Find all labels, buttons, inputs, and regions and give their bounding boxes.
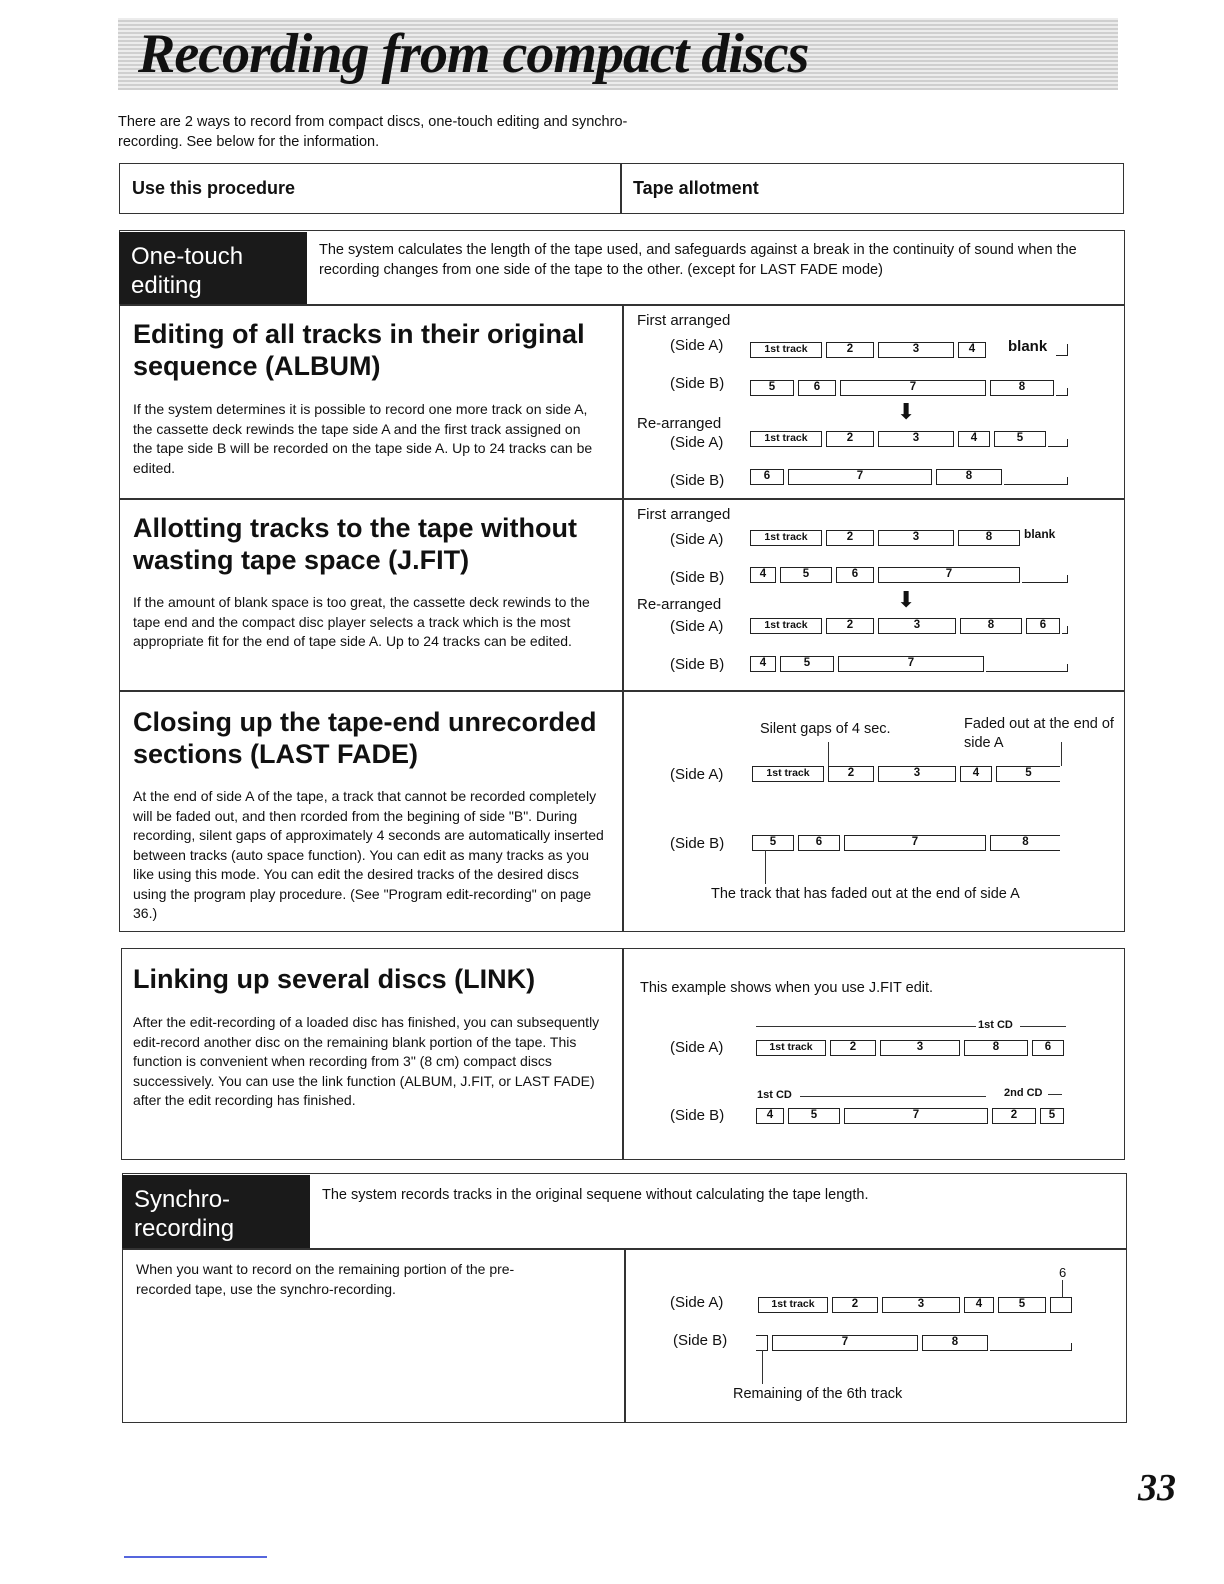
first-cd-label: 1st CD [978,1019,1013,1031]
track-cell: 4 [750,656,776,672]
first-cd-label: 1st CD [757,1089,792,1101]
track-cell: 1st track [750,342,822,358]
pointer-line [765,850,766,884]
pointer-line [762,1350,763,1384]
link-body: After the edit-recording of a loaded disc has finished, you can subsequently edit-record another disc on the remaining blank portion of the tape. This function is convenient when recording from 3" (8 cm) compact discs successively. You can use the link function (ALBUM, J.FIT, or LAST FADE) after the edit recording has finished. [133,1014,600,1108]
track-cell: 4 [960,766,992,782]
album-side-a-label: (Side A) [670,337,724,354]
link-example-note: This example shows when you use J.FIT edit. [640,980,934,996]
track-cell: 5 [788,1108,840,1124]
last-fade-heading: Closing up the tape-end unrecorded sections (LAST FADE) [133,707,597,769]
cd-bracket [1020,1026,1066,1027]
album-side-b-label: (Side B) [670,375,725,392]
sixth-track-remainder [756,1335,768,1351]
page-title: Recording from compact discs [138,23,809,85]
track-cell: 6 [1026,618,1060,634]
track-cell: 5 [1040,1108,1064,1124]
tape-end-mark [986,664,1068,672]
album-side-a-label: (Side A) [670,434,724,451]
track-cell: 6 [798,380,836,396]
intro-text: There are 2 ways to record from compact discs, one-touch editing and synchro-recording. See below for the information. [118,114,628,150]
pointer-line [1061,742,1062,766]
cd-bracket [756,1026,976,1027]
track-cell: 8 [922,1335,988,1351]
silent-gaps-note: Silent gaps of 4 sec. [760,721,891,737]
one-touch-label: One-touch editing [119,232,307,306]
track-cell: 3 [880,1040,960,1056]
synchro-description: The system records tracks in the original sequene without calculating the tape length. [322,1187,869,1203]
page-number: 33 [1138,1467,1176,1509]
track-cell: 3 [882,1297,960,1313]
track-cell: 8 [958,530,1020,546]
track-cell: 5 [752,835,794,851]
cd-bracket [800,1096,986,1097]
bottom-rule [124,1556,267,1558]
track-cell: 5 [780,656,834,672]
track-cell: 1st track [752,766,824,782]
tape-end-mark [1062,626,1068,634]
track-cell: 3 [878,431,954,447]
faded-track-caption: The track that has faded out at the end of side A [711,886,1020,902]
track-cell: 7 [788,469,932,485]
track-cell: 7 [772,1335,918,1351]
track-cell: 2 [826,431,874,447]
link-side-a-label: (Side A) [670,1039,724,1056]
track-cell: 5 [998,1297,1046,1313]
second-cd-label: 2nd CD [1004,1087,1043,1099]
track-cell: 6 [836,567,874,583]
remaining-track-caption: Remaining of the 6th track [733,1386,903,1402]
track-cell: 4 [958,431,990,447]
sixth-track-cell [1050,1297,1072,1313]
track-cell-fading: 5 [996,766,1060,782]
track-cell: 4 [958,342,986,358]
synchro-label: Synchro-recording [122,1175,310,1249]
last-fade-body: At the end of side A of the tape, a track that cannot be recorded completely will be faded out, and then rcorded from the begining of side "B". During recording, silent gaps of approximately 4 seconds are automatically inserted between tracks (auto space function). You can edit as many tracks as you like using this mode. You can edit the desired tracks of the desired discs using the program play procedure. (See "Program edit-recording" on page 36.) [133,788,604,921]
track-cell: 3 [878,766,956,782]
track-cell: 4 [756,1108,784,1124]
track-cell: 4 [964,1297,994,1313]
column-divider [622,304,624,931]
track-cell: 2 [826,530,874,546]
track-cell: 2 [826,618,874,634]
sixth-track-label: 6 [1059,1265,1067,1280]
jfit-heading: Allotting tracks to the tape without wasting tape space (J.FIT) [133,513,577,575]
pointer-line [828,742,829,766]
tape-end-mark [1004,477,1068,485]
jfit-side-b-label: (Side B) [670,569,725,586]
tape-end-mark [1022,575,1068,583]
down-arrow-icon: ⬇ [897,587,916,612]
tape-end-mark [1048,439,1068,447]
synchro-side-b-label: (Side B) [673,1332,728,1349]
track-cell: 1st track [750,530,822,546]
last-fade-side-b-label: (Side B) [670,835,725,852]
jfit-first-arranged: First arranged [637,506,731,523]
column-divider [624,1248,626,1422]
header-procedure: Use this procedure [132,178,296,198]
tape-end-mark [1056,344,1068,356]
one-touch-description: The system calculates the length of the tape used, and safeguards against a break in the continuity of sound when the recording changes from one side of the tape to the other. (except for LAST FADE mode) [319,242,1077,278]
track-cell: 2 [830,1040,876,1056]
track-cell: 4 [750,567,776,583]
track-cell: 2 [828,766,874,782]
jfit-side-a-label: (Side A) [670,531,724,548]
jfit-side-b-label: (Side B) [670,656,725,673]
track-cell: 5 [780,567,832,583]
jfit-re-arranged: Re-arranged [637,596,722,613]
header-divider [620,163,622,214]
track-cell: 8 [964,1040,1028,1056]
track-cell: 1st track [750,618,822,634]
track-cell: 3 [878,618,956,634]
track-cell: 7 [838,656,984,672]
last-fade-side-a-label: (Side A) [670,766,724,783]
tape-end-mark [1056,388,1068,396]
cd-bracket [1048,1094,1062,1095]
blank-label: blank [1024,527,1056,541]
faded-out-note: Faded out at the end of side A [964,716,1114,751]
track-cell: 3 [878,342,954,358]
jfit-body: If the amount of blank space is too great, the cassette deck rewinds to the tape end and the compact disc player selects a track which is the most appropriate fit for the end of tape side A. Up to 24 tracks can be edited. [133,594,590,649]
synchro-body: When you want to record on the remaining portion of the pre-recorded tape, use the synchro-recording. [136,1261,515,1297]
track-cell: 2 [826,342,874,358]
down-arrow-icon: ⬇ [897,399,916,424]
jfit-side-a-label: (Side A) [670,618,724,635]
track-cell: 2 [832,1297,878,1313]
track-cell: 5 [750,380,794,396]
link-side-b-label: (Side B) [670,1107,725,1124]
track-cell: 8 [936,469,1002,485]
blank-label: blank [1008,338,1048,355]
link-heading: Linking up several discs (LINK) [133,964,536,994]
track-cell: 7 [844,1108,988,1124]
track-cell: 1st track [758,1297,828,1313]
header-tape-allotment: Tape allotment [633,178,759,198]
pointer-line [1062,1280,1063,1298]
track-cell: 8 [990,380,1054,396]
track-cell-fading: 8 [990,835,1060,851]
album-body: If the system determines it is possible to record one more track on side A, the cassette deck rewinds the tape side A and the first track assigned on the tape side B will be recorded on the tape side A. Up to 24 tracks can be edited. [133,401,593,476]
track-cell: 7 [840,380,986,396]
album-heading: Editing of all tracks in their original sequence (ALBUM) [133,319,585,381]
track-cell: 6 [750,469,784,485]
synchro-side-a-label: (Side A) [670,1294,724,1311]
track-cell: 6 [1032,1040,1064,1056]
track-cell: 6 [798,835,840,851]
track-cell: 3 [878,530,954,546]
track-cell: 1st track [750,431,822,447]
track-cell: 8 [960,618,1022,634]
album-side-b-label: (Side B) [670,472,725,489]
album-first-arranged: First arranged [637,312,731,329]
tape-end-mark [990,1343,1072,1351]
album-re-arranged: Re-arranged [637,415,722,432]
track-cell: 1st track [756,1040,826,1056]
column-divider [622,948,624,1160]
track-cell: 7 [878,567,1020,583]
track-cell: 2 [992,1108,1036,1124]
track-cell: 7 [844,835,986,851]
track-cell: 5 [994,431,1046,447]
